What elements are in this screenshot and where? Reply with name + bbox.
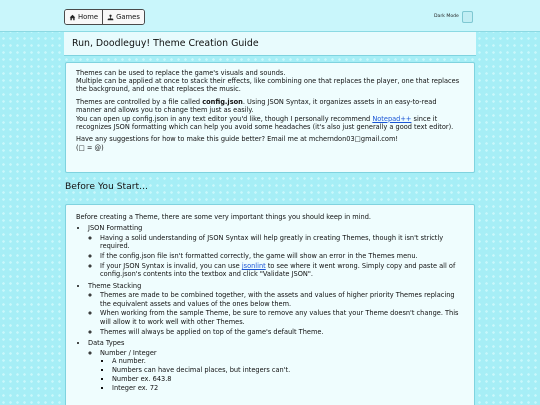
intro-p2-line2-post: since it recognizes JSON formatting which can help you avoid some headaches (it's also just generally a good text editor).: [76, 114, 454, 131]
theme-stacking-heading: Theme Stacking: [88, 281, 142, 290]
jsonlint-link[interactable]: jsonlint: [241, 261, 266, 270]
list-item-number-integer: [100, 349, 464, 392]
json-formatting-list: [88, 234, 464, 278]
intro-card: [65, 62, 475, 173]
home-button[interactable]: [65, 10, 103, 24]
jsonlint-pre: If your JSON Syntax is invalid, you can use: [100, 261, 242, 270]
nav-button-group: [64, 9, 145, 25]
number-integer-list: [100, 357, 464, 392]
intro-p2-pre: Themes are controlled by a file called: [76, 98, 203, 107]
list-item: ◦ If the config.json file isn't formatted correctly, the game will show an error in the Themes menu.: [100, 252, 464, 260]
intro-p1-line1: Themes can be used to replace the game's visuals and sounds.: [76, 69, 286, 77]
intro-paragraph-3: [76, 135, 464, 151]
page-title: Run, Doodleguy! Theme Creation Guide: [72, 38, 259, 49]
list-item: ▪ Number ex. 643.8: [112, 375, 464, 383]
intro-p2-post: . Using JSON Syntax, it organizes assets in an easy-to-read manner and allows you to change them just as easily.: [76, 98, 437, 115]
intro-p1-line2: Multiple can be applied at once to stack their effects, like combining one that replaces the player, one that replaces the background, and one that replaces the music.: [76, 77, 460, 94]
list-item: ▪ A number.: [112, 357, 464, 365]
intro-p3-line1: Have any suggestions for how to make this guide better? Email me at mcherndon03□gmail.com!: [76, 135, 399, 144]
title-bar: [64, 32, 476, 56]
list-item-theme-stacking: [88, 282, 464, 336]
jsonlint-post: to see where it went wrong. Simply copy and paste all of config.json's contents into the textbox and click "Validate JSON".: [100, 261, 456, 279]
games-button[interactable]: [103, 10, 144, 24]
list-item: ◦ When working from the sample Theme, be sure to remove any values that your Theme doesn't change. This will allow it to work well with other Themes.: [100, 309, 464, 326]
dark-mode-label: Dark Mode: [434, 14, 459, 19]
list-item: ▪ Integer ex. 72: [112, 384, 464, 392]
theme-stacking-list: [88, 291, 464, 335]
list-item-json-formatting: [88, 224, 464, 278]
data-types-heading: Data Types: [88, 338, 125, 347]
topic-list: [76, 224, 464, 392]
list-item: [100, 262, 464, 279]
section-title-before-you-start: Before You Start...: [65, 181, 148, 192]
data-types-list: [88, 349, 464, 392]
dark-mode-toggle[interactable]: [462, 11, 473, 23]
before-you-start-card: [65, 204, 475, 405]
joystick-icon: [107, 14, 114, 21]
intro-paragraph-2: [76, 98, 464, 131]
intro-p3-line2: (□ = @): [76, 143, 104, 152]
list-item: ◦ Having a solid understanding of JSON Syntax will help greatly in creating Themes, though it isn't strictly required.: [100, 234, 464, 251]
home-icon: [69, 14, 76, 21]
intro-paragraph-1: [76, 69, 464, 94]
list-item-data-types: [88, 339, 464, 392]
before-lead: Before creating a Theme, there are some very important things you should keep in mind.: [76, 213, 372, 221]
list-item: ◦ Themes will always be applied on top of the game's default Theme.: [100, 328, 464, 336]
config-file-name: config.json: [202, 98, 243, 107]
intro-p2-line2-pre: You can open up config.json in any text editor you'd like, though I personally recommend: [76, 114, 373, 123]
number-integer-heading: Number / Integer: [100, 348, 157, 357]
top-bar: [0, 0, 540, 32]
list-item: ◦ Themes are made to be combined together, with the assets and values of higher priority Themes replacing the equivalent assets and values of the ones below them.: [100, 291, 464, 308]
home-label: Home: [78, 13, 99, 21]
notepad-plus-plus-link[interactable]: Notepad++: [372, 114, 412, 123]
list-item: ▪ Numbers can have decimal places, but integers can't.: [112, 366, 464, 374]
games-label: Games: [116, 13, 140, 21]
json-formatting-heading: JSON Formatting: [88, 224, 143, 233]
